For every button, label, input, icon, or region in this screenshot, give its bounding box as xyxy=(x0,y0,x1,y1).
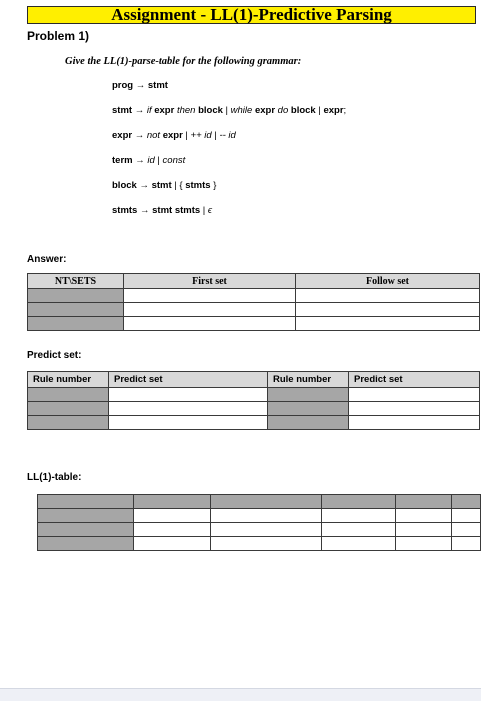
predict-set-header-2: Predict set xyxy=(349,372,480,388)
grammar-token: stmt xyxy=(112,105,133,116)
ll1-table-row xyxy=(38,523,481,537)
grammar-token: stmts xyxy=(112,205,138,216)
table-cell xyxy=(124,317,296,331)
rule-number-header-2: Rule number xyxy=(268,372,349,388)
ll1-table-row xyxy=(38,495,481,509)
grammar-token: id xyxy=(147,155,155,166)
grammar-token: while xyxy=(230,105,255,116)
table-cell xyxy=(211,537,322,551)
table-cell xyxy=(452,495,481,509)
grammar-token: | xyxy=(171,180,180,191)
grammar-rule xyxy=(112,105,346,130)
table-cell xyxy=(322,537,396,551)
table-cell xyxy=(211,509,322,523)
grammar-rules xyxy=(112,80,346,230)
table-cell xyxy=(396,509,452,523)
table-cell xyxy=(452,523,481,537)
table-cell xyxy=(134,495,211,509)
grammar-token: | xyxy=(315,105,324,116)
table-cell xyxy=(109,416,268,430)
ll1-table-label: LL(1)-table: xyxy=(27,472,82,483)
table-cell xyxy=(38,537,134,551)
grammar-token: then xyxy=(176,105,199,116)
grammar-token: expr xyxy=(154,105,177,116)
grammar-token: | xyxy=(211,130,220,141)
follow-set-header: Follow set xyxy=(296,274,480,289)
table-cell xyxy=(322,509,396,523)
grammar-token: | xyxy=(154,155,163,166)
table-cell xyxy=(134,509,211,523)
grammar-token: | xyxy=(200,205,208,216)
table-cell xyxy=(28,416,109,430)
table-cell xyxy=(134,523,211,537)
grammar-token: block xyxy=(112,180,137,191)
predict-table-row xyxy=(28,388,480,402)
grammar-token: ++ id xyxy=(190,130,212,141)
table-cell xyxy=(452,537,481,551)
grammar-token: { xyxy=(179,180,186,191)
table-cell xyxy=(211,495,322,509)
table-cell xyxy=(28,388,109,402)
grammar-token: → xyxy=(136,180,152,191)
predict-set-header: Predict set xyxy=(109,372,268,388)
table-cell xyxy=(268,388,349,402)
problem-heading: Problem 1) xyxy=(27,29,90,43)
table-cell xyxy=(109,388,268,402)
table-cell xyxy=(296,317,480,331)
nt-sets-header: NT\SETS xyxy=(28,274,124,289)
grammar-token: stmt xyxy=(151,180,172,191)
table-cell xyxy=(396,523,452,537)
rule-number-header: Rule number xyxy=(28,372,109,388)
grammar-token: stmt xyxy=(147,80,168,91)
grammar-token: ; xyxy=(343,105,347,116)
predict-set-label: Predict set: xyxy=(27,350,82,361)
first-follow-sets-table xyxy=(27,273,480,331)
grammar-token: → xyxy=(132,155,148,166)
table-cell xyxy=(109,402,268,416)
grammar-token: | xyxy=(182,130,191,141)
grammar-token: expr xyxy=(323,105,344,116)
grammar-token: | xyxy=(222,105,231,116)
table-cell xyxy=(396,537,452,551)
sets-table-row xyxy=(28,303,480,317)
grammar-rule xyxy=(112,180,346,205)
table-cell xyxy=(38,495,134,509)
table-cell xyxy=(452,509,481,523)
grammar-token: expr xyxy=(254,105,278,116)
ll1-parse-table xyxy=(37,494,481,551)
table-cell xyxy=(322,523,396,537)
first-set-header: First set xyxy=(124,274,296,289)
table-cell xyxy=(349,416,480,430)
table-cell xyxy=(28,317,124,331)
table-cell xyxy=(349,402,480,416)
table-cell xyxy=(124,289,296,303)
table-cell xyxy=(28,289,124,303)
table-cell xyxy=(268,402,349,416)
grammar-token: expr xyxy=(112,130,133,141)
table-cell xyxy=(268,416,349,430)
grammar-token: do xyxy=(277,105,291,116)
table-cell xyxy=(124,303,296,317)
predict-set-table xyxy=(27,371,480,430)
table-cell xyxy=(38,509,134,523)
grammar-token: block xyxy=(198,105,223,116)
grammar-token: stmts xyxy=(185,180,211,191)
grammar-rule xyxy=(112,155,346,180)
table-cell xyxy=(322,495,396,509)
table-cell xyxy=(396,495,452,509)
page-bottom-edge xyxy=(0,688,481,701)
grammar-token: ϵ xyxy=(207,205,213,216)
ll1-table-row xyxy=(38,537,481,551)
grammar-token: } xyxy=(210,180,217,191)
answer-label: Answer: xyxy=(27,254,67,265)
grammar-token: expr xyxy=(162,130,183,141)
grammar-token: not xyxy=(146,130,163,141)
table-cell xyxy=(211,523,322,537)
grammar-token: → xyxy=(133,80,148,91)
sets-table-row xyxy=(28,289,480,303)
table-cell xyxy=(349,388,480,402)
grammar-token: prog xyxy=(112,80,134,91)
grammar-token: block xyxy=(290,105,316,116)
sets-table-row xyxy=(28,317,480,331)
table-cell xyxy=(134,537,211,551)
grammar-token: → xyxy=(132,105,147,116)
grammar-token: → xyxy=(137,205,153,216)
table-cell xyxy=(296,303,480,317)
predict-table-row xyxy=(28,416,480,430)
assignment-title: Assignment - LL(1)-Predictive Parsing xyxy=(27,6,476,24)
table-cell xyxy=(296,289,480,303)
problem-instruction: Give the LL(1)-parse-table for the following grammar: xyxy=(65,56,302,67)
grammar-token: -- id xyxy=(219,130,236,141)
table-cell xyxy=(28,402,109,416)
grammar-token: if xyxy=(146,105,155,116)
grammar-token: stmt stmts xyxy=(152,205,201,216)
predict-table-row xyxy=(28,402,480,416)
grammar-rule xyxy=(112,80,346,105)
grammar-token: term xyxy=(112,155,133,166)
table-cell xyxy=(28,303,124,317)
grammar-token: const xyxy=(162,155,186,166)
grammar-rule xyxy=(112,205,346,230)
grammar-token: → xyxy=(132,130,147,141)
grammar-rule xyxy=(112,130,346,155)
ll1-table-row xyxy=(38,509,481,523)
table-cell xyxy=(38,523,134,537)
